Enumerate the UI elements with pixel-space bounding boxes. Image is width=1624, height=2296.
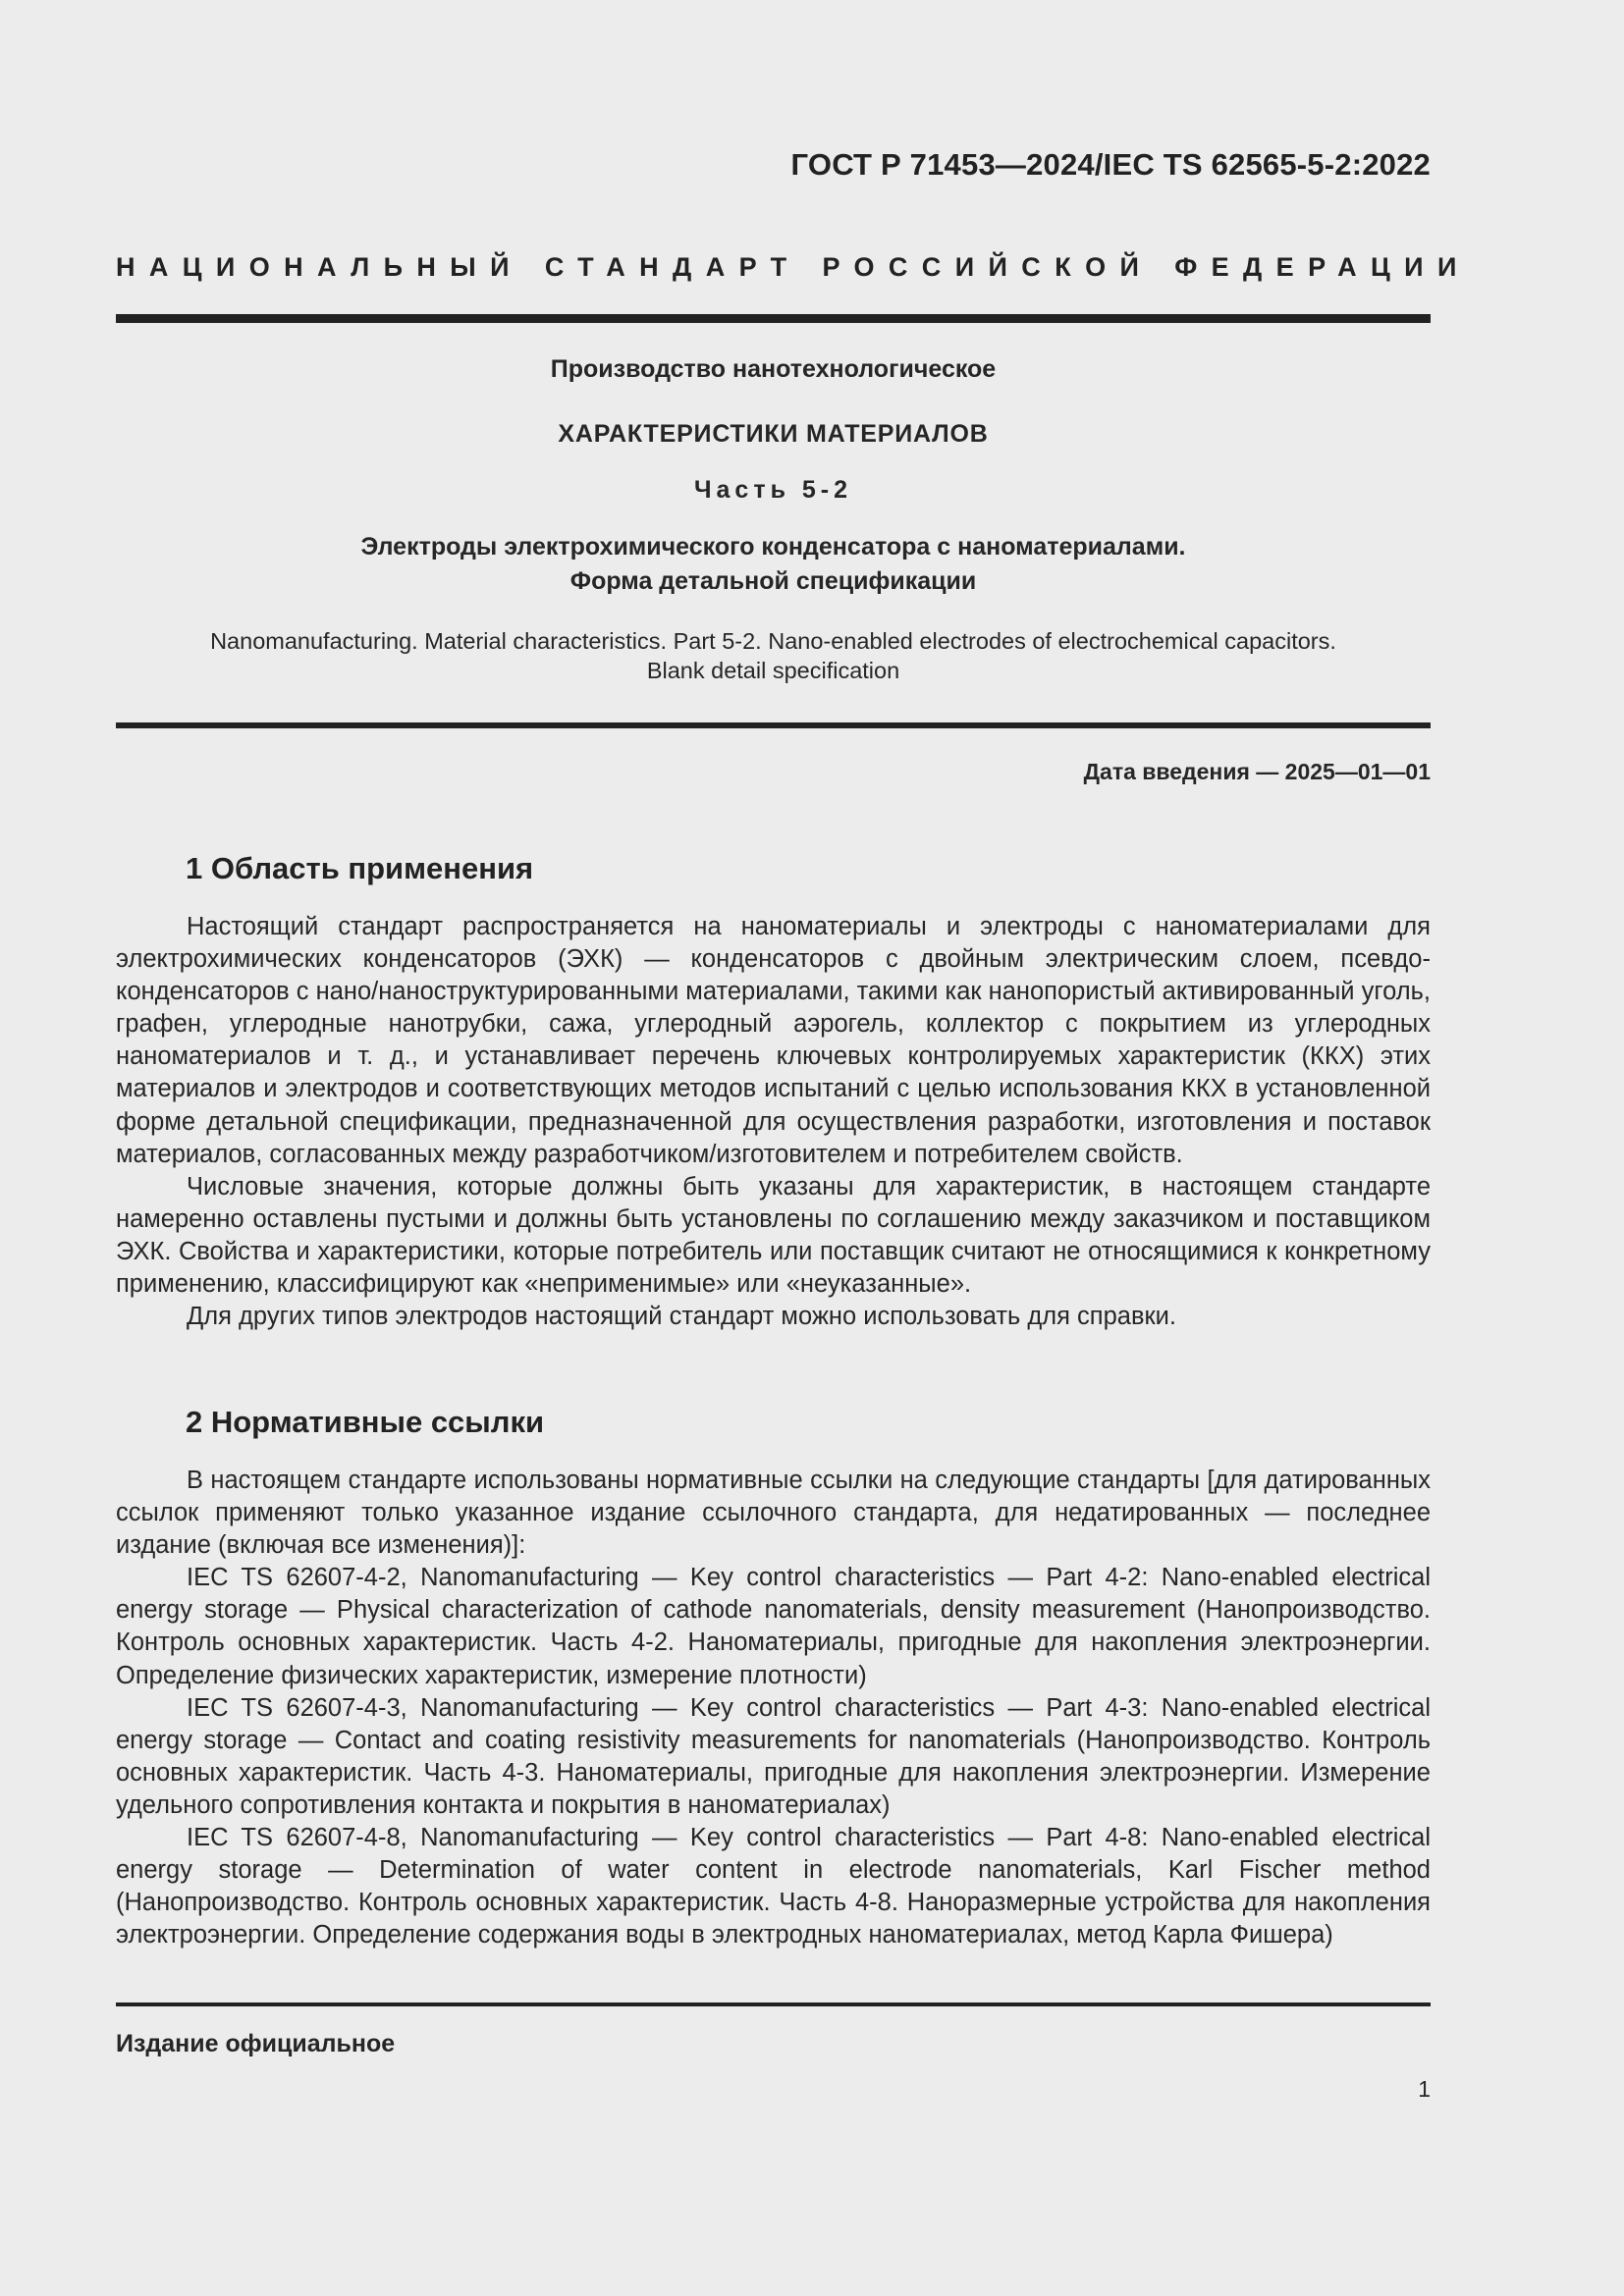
subtitle-line-1: Электроды электрохимического конденсатора с наноматериалами. [360, 533, 1186, 561]
part-number: Часть 5-2 [693, 476, 853, 504]
english-title [116, 626, 1431, 685]
paragraph: Настоящий стандарт распространяется на наноматериалы и электроды с наноматериалами для электрохимических конденсаторов (ЭХК) — конденсаторов с двойным электрическим слоем, псевдоконденсаторов с нано/наноструктурированными материалами, такими как нанопористый активированный уголь, графен, углеродные нанотрубки, сажа, углеродный аэрогель, коллектор с покрытием из углеродных наноматериалов и т. д., и устанавливает перечень ключевых контролируемых характеристик (ККХ) этих материалов и электродов и соответствующих методов испытаний с целью использования ККХ в установленной форме детальной спецификации, предназначенной для осуществления разработки, изготовления и поставок материалов, согласованных между разработчиком/изготовителем и потребителем свойств. [116, 913, 1431, 1168]
footer-divider [116, 2002, 1431, 2006]
english-title-line-2: Blank detail specification [646, 658, 900, 683]
official-edition-label: Издание официальное [116, 2030, 396, 2057]
paragraph: Числовые значения, которые должны быть указаны для характеристик, в настоящем стандарте намеренно оставлены пустыми и должны быть установлены по соглашению между заказчиком и поставщиком ЭХК. Свойства и характеристики, которые потребитель или поставщик считают не относящимися к конкретному применению, классифицируют как «неприменимые» или «неуказанные». [116, 1172, 1431, 1299]
field-title: Производство нанотехнологическое [550, 355, 997, 383]
subtitle-line-2: Форма детальной спецификации [569, 567, 977, 595]
page-number: 1 [1418, 2076, 1431, 2102]
reference-item: IEC TS 62607-4-8, Nanomanufacturing — Key control characteristics — Part 4-8: Nano-enabled electrical energy storage — Determination of water content in electrode nanomaterials, Karl Fischer method (Нанопроизводство. Контроль основных характеристик. Часть 4-8. Наноразмерные устройства для накопления электроэнергии. Определение содержания воды в электродных наноматериалах, метод Карла Фишера) [116, 1824, 1431, 1949]
section-heading-normative-references: 2 Нормативные ссылки [186, 1405, 545, 1439]
paragraph: В настоящем стандарте использованы нормативные ссылки на следующие стандарты [для датированных ссылок применяют только указанное издание ссылочного стандарта, для недатированных — последнее издание (включая все изменения)]: [116, 1467, 1431, 1560]
header-divider [116, 314, 1431, 323]
reference-item: IEC TS 62607-4-3, Nanomanufacturing — Key control characteristics — Part 4-3: Nano-enabled electrical energy storage — Contact and coating resistivity measurements for nanomaterials (Нанопроизводство. Контроль основных характеристик. Часть 4-3. Наноматериалы, пригодные для накопления электроэнергии. Измерение удельного сопротивления контакта и покрытия в наноматериалах) [116, 1693, 1431, 1819]
english-title-line-1: Nanomanufacturing. Material characteristics. Part 5-2. Nano-enabled electrodes of electrochemical capacitors. [210, 628, 1336, 654]
introduction-date: Дата введения — 2025—01—01 [1083, 759, 1431, 784]
section-body-normative-references [116, 1465, 1431, 1951]
reference-item: IEC TS 62607-4-2, Nanomanufacturing — Key control characteristics — Part 4-2: Nano-enabled electrical energy storage — Physical characterization of cathode nanomaterials, density measurement (Нанопроизводство. Контроль основных характеристик. Часть 4-2. Наноматериалы, пригодные для накопления электроэнергии. Определение физических характеристик, измерение плотности) [116, 1564, 1431, 1689]
national-standard-banner: НАЦИОНАЛЬНЫЙ СТАНДАРТ РОССИЙСКОЙ ФЕДЕРАЦИИ [116, 252, 1471, 282]
main-title: ХАРАКТЕРИСТИКИ МАТЕРИАЛОВ [558, 420, 989, 448]
document-page [116, 0, 1471, 2296]
paragraph: Для других типов электродов настоящий стандарт можно использовать для справки. [187, 1303, 1176, 1331]
section-heading-scope: 1 Область применения [186, 851, 534, 885]
document-code: ГОСТ Р 71453—2024/IEC TS 62565-5-2:2022 [790, 147, 1431, 182]
subtitle [116, 530, 1431, 599]
title-divider [116, 722, 1431, 728]
section-body-scope [116, 911, 1431, 1333]
